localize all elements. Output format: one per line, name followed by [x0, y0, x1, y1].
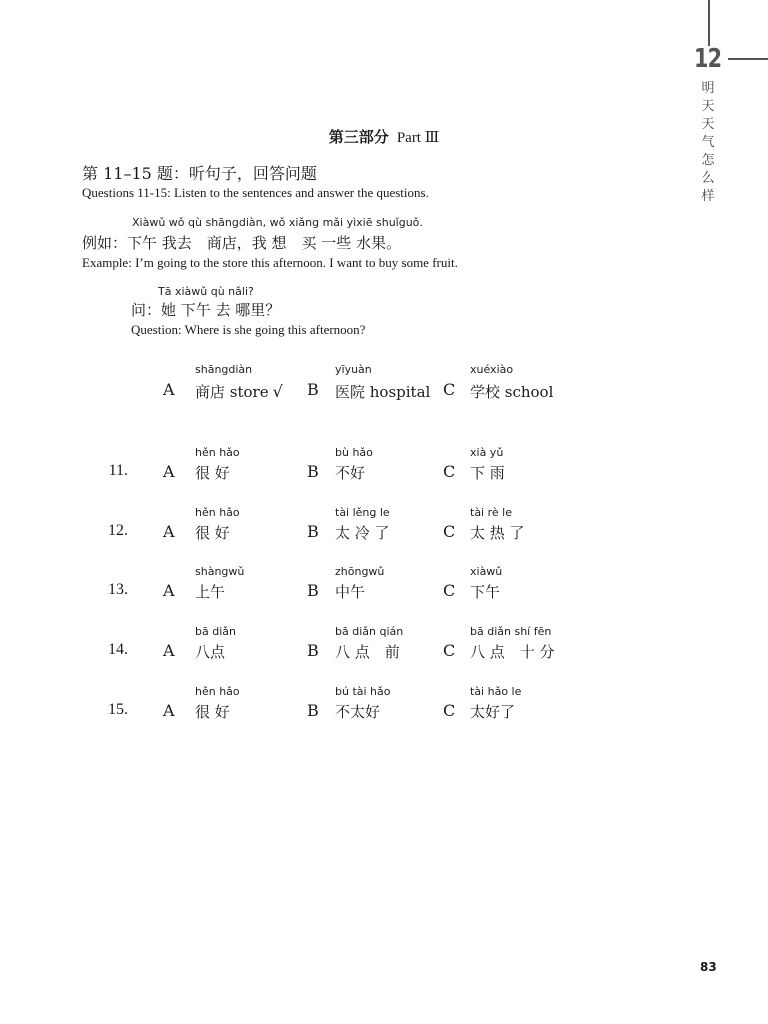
option-c-text[interactable]: 太好了: [470, 703, 516, 721]
example-option-a-text: 商店 store: [195, 383, 269, 401]
page-number: 83: [700, 960, 717, 974]
option-c-letter[interactable]: C: [443, 581, 456, 600]
option-b-pinyin: tài lěng le: [335, 506, 390, 519]
option-c-text[interactable]: 八 点 十 分: [470, 643, 555, 661]
option-c-text[interactable]: 下午: [470, 583, 501, 601]
section-title-en: Part Ⅲ: [396, 130, 440, 146]
option-c-pinyin: xià yǔ: [470, 446, 504, 459]
option-b-text[interactable]: 不好: [335, 464, 366, 482]
instructions-cn: 第 11–15 题：听句子，回答问题: [82, 164, 317, 183]
option-b-letter[interactable]: B: [307, 522, 319, 541]
option-c-pinyin: bā diǎn shí fēn: [470, 625, 552, 638]
option-c-letter[interactable]: C: [443, 641, 456, 660]
option-c-text[interactable]: 太 热 了: [470, 524, 525, 542]
option-b-pinyin: bā diǎn qián: [335, 625, 404, 638]
option-b-pinyin: bú tài hǎo: [335, 685, 391, 698]
example-option-a-letter: A: [163, 380, 175, 399]
question-number: 11.: [108, 462, 128, 479]
example-option-b-letter: B: [307, 380, 319, 399]
question-number: 15.: [108, 701, 128, 718]
section-title-cn: 第三部分: [328, 128, 389, 146]
instructions-en: Questions 11-15: Listen to the sentences and answer the questions.: [82, 185, 429, 200]
question-number: 14.: [108, 641, 128, 658]
example-option-a-pinyin: shāngdiàn: [195, 363, 253, 376]
example-option-c-letter: C: [443, 380, 456, 399]
option-a-pinyin: hěn hǎo: [195, 685, 240, 698]
option-a-letter[interactable]: A: [163, 701, 175, 720]
option-b-pinyin: zhōngwǔ: [335, 565, 385, 578]
option-b-letter[interactable]: B: [307, 701, 319, 720]
option-b-pinyin: bù hǎo: [335, 446, 373, 459]
chapter-tab-line-horizontal: [728, 58, 768, 60]
example-option-a: [195, 381, 283, 402]
chapter-number: 12: [694, 44, 722, 74]
example-option-c-pinyin: xuéxiào: [470, 363, 514, 376]
example-cn: 例如：下午 我去 商店，我 想 买 一些 水果。: [82, 234, 402, 252]
option-a-pinyin: hěn hǎo: [195, 446, 240, 459]
option-b-text[interactable]: 八 点 前: [335, 643, 400, 661]
option-b-text[interactable]: 中午: [335, 583, 366, 601]
option-b-text[interactable]: 不太好: [335, 703, 381, 721]
option-c-letter[interactable]: C: [443, 701, 456, 720]
example-option-c-text: 学校 school: [470, 383, 554, 401]
option-a-letter[interactable]: A: [163, 641, 175, 660]
option-b-letter[interactable]: B: [307, 581, 319, 600]
option-a-text[interactable]: 很 好: [195, 524, 230, 542]
example-pinyin: Xiàwǔ wǒ qù shāngdiàn, wǒ xiǎng mǎi yìxiē shuǐguǒ.: [132, 216, 423, 229]
question-number: 13.: [108, 581, 128, 598]
example-question-pinyin: Tā xiàwǔ qù nǎli?: [158, 285, 254, 298]
option-a-text[interactable]: 上午: [195, 583, 226, 601]
option-b-letter[interactable]: B: [307, 462, 319, 481]
chapter-tab-line-vertical: [708, 0, 710, 46]
option-c-text[interactable]: 下 雨: [470, 464, 505, 482]
option-a-letter[interactable]: A: [163, 522, 175, 541]
option-c-letter[interactable]: C: [443, 522, 456, 541]
question-number: 12.: [108, 522, 128, 539]
chapter-title: 明天天气怎么样: [701, 81, 715, 204]
option-c-pinyin: tài hǎo le: [470, 685, 522, 698]
option-b-text[interactable]: 太 冷 了: [335, 524, 390, 542]
option-a-text[interactable]: 八点: [195, 643, 226, 661]
option-a-text[interactable]: 很 好: [195, 464, 230, 482]
option-a-letter[interactable]: A: [163, 462, 175, 481]
section-title: [0, 126, 768, 147]
option-c-letter[interactable]: C: [443, 462, 456, 481]
option-c-pinyin: xiàwǔ: [470, 565, 503, 578]
option-a-pinyin: shàngwǔ: [195, 565, 245, 578]
check-mark-icon: √: [272, 382, 283, 401]
option-a-pinyin: bā diǎn: [195, 625, 236, 638]
example-en: Example: I’m going to the store this afternoon. I want to buy some fruit.: [82, 255, 458, 270]
example-question-en: Question: Where is she going this afternoon?: [131, 322, 366, 337]
example-question-cn: 问：她 下午 去 哪里？: [131, 301, 281, 319]
option-a-letter[interactable]: A: [163, 581, 175, 600]
example-option-b-text: 医院 hospital: [335, 383, 431, 401]
example-option-b-pinyin: yīyuàn: [335, 363, 372, 376]
option-b-letter[interactable]: B: [307, 641, 319, 660]
option-a-text[interactable]: 很 好: [195, 703, 230, 721]
option-c-pinyin: tài rè le: [470, 506, 512, 519]
option-a-pinyin: hěn hǎo: [195, 506, 240, 519]
